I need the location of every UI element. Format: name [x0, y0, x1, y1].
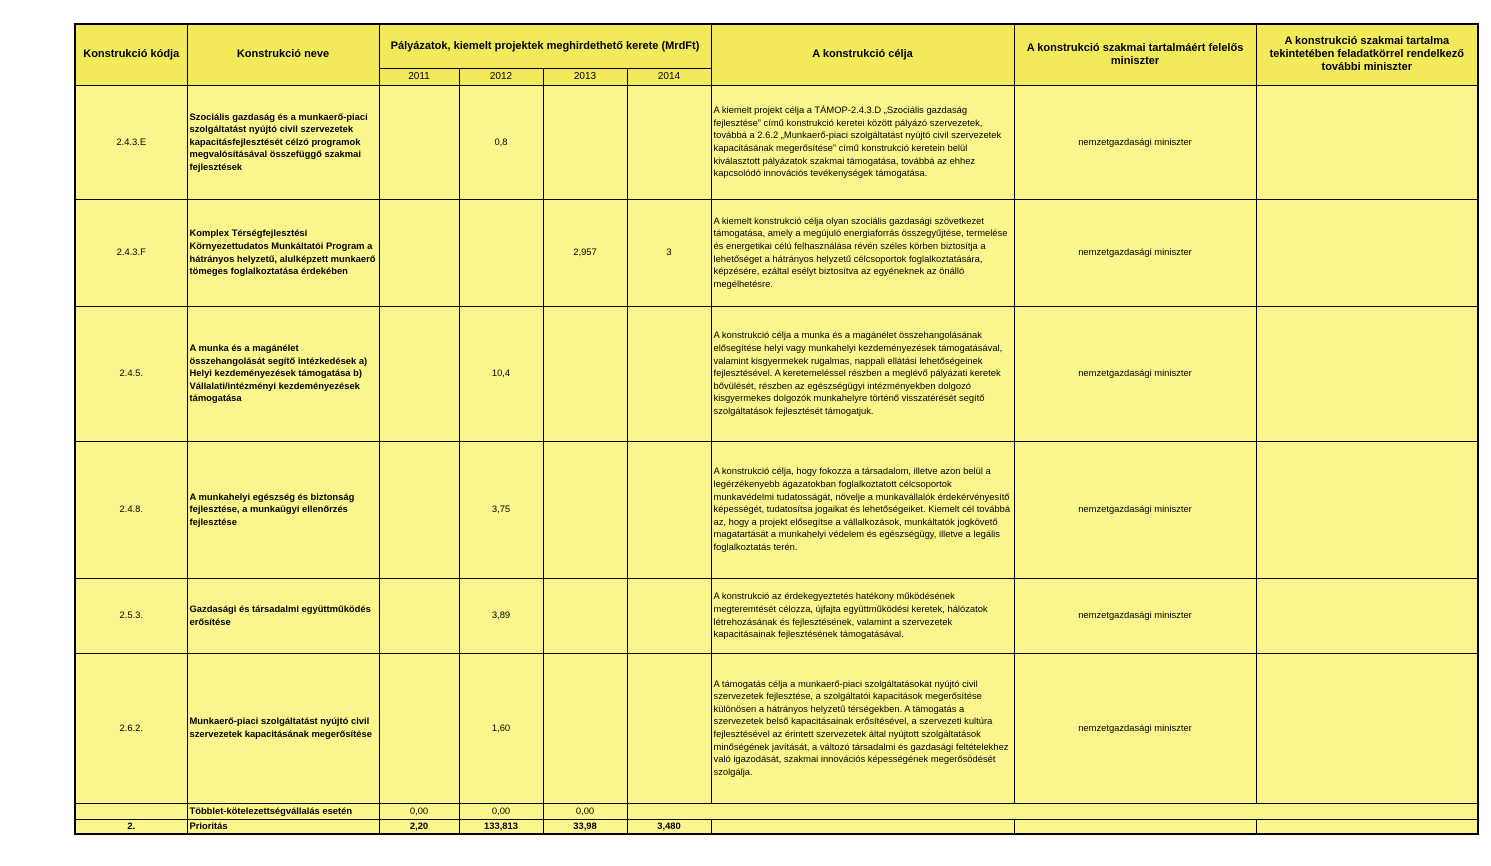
row-2012: 10,4	[459, 306, 543, 441]
row-minister: nemzetgazdasági miniszter	[1014, 199, 1256, 306]
table-row	[75, 653, 1478, 803]
row-goal: A konstrukció célja a munka és a magánélet összehangolásának elősegítése helyi vagy munkahelyi kezdeményezések támogatásával, valamint kisgyermekek rugalmas, nappali ellátási lehetőségeinek fejlesztésével. A keretemeléssel részben a meglévő pályázati keretek bővülését, részben az egészségügyi intézményekben dolgozó kisgyermekes dolgozók munkahelyre történő visszatérését segítő szolgáltatások fejlesztését támogatjuk.	[711, 306, 1014, 441]
row-goal: A konstrukció az érdekegyeztetés hatékony működésének megteremtését célozza, újfajta együttműködési keretek, hálózatok létrehozásának és fejlesztésének, valamint a szervezetek kapacitásainak fejlesztésének támogatásával.	[711, 578, 1014, 653]
extra-label: Többlet-kötelezettségvállalás esetén	[187, 803, 379, 819]
row-goal: A konstrukció célja, hogy fokozza a társadalom, illetve azon belül a legérzékenyebb ágazatokban foglalkoztatott célcsoportok munkavédelmi tudatosságát, növelje a munkavállalók érdekérvényesítő képességét, tudatosítsa jogaikat és lehetőségeiket. Kiemelt cél továbbá az, hogy a projekt elősegítse a vállalkozások, munkáltatók jogkövető magatartását a munkahelyi védelem és egészségügy, illetve a legális foglalkoztatás terén.	[711, 441, 1014, 578]
header-name: Konstrukció neve	[187, 24, 379, 85]
row-name: A munka és a magánélet összehangolását segítő intézkedések a) Helyi kezdeményezések támogatása b) Vállalati/intézményi kezdeményezések támogatása	[187, 306, 379, 441]
header-year-2012: 2012	[459, 68, 543, 85]
extra-commitment-row	[75, 803, 1478, 819]
header-year-2013: 2013	[543, 68, 627, 85]
extra-code	[75, 803, 187, 819]
header-code: Konstrukció kódja	[75, 24, 187, 85]
row-2011	[379, 85, 459, 199]
header-year-2011: 2011	[379, 68, 459, 85]
row-minister: nemzetgazdasági miniszter	[1014, 441, 1256, 578]
row-minister: nemzetgazdasági miniszter	[1014, 306, 1256, 441]
row-name: Munkaerő-piaci szolgáltatást nyújtó civil szervezetek kapacitásának megerősítése	[187, 653, 379, 803]
row-2014: 3	[627, 199, 711, 306]
row-code: 2.4.5.	[75, 306, 187, 441]
row-2013	[543, 653, 627, 803]
row-2011	[379, 306, 459, 441]
row-name: Gazdasági és társadalmi együttműködés erősítése	[187, 578, 379, 653]
row-2013	[543, 306, 627, 441]
header-year-2014: 2014	[627, 68, 711, 85]
extra-rest	[627, 803, 1478, 819]
header-minister: A konstrukció szakmai tartalmáért felelős miniszter	[1014, 24, 1256, 85]
row-2013	[543, 578, 627, 653]
table-row	[75, 306, 1478, 441]
extra-2012: 0,00	[459, 803, 543, 819]
extra-2011: 0,00	[379, 803, 459, 819]
table-row	[75, 578, 1478, 653]
row-2011	[379, 578, 459, 653]
row-2012	[459, 199, 543, 306]
row-2011	[379, 199, 459, 306]
total-code: 2.	[75, 819, 187, 834]
row-minister: nemzetgazdasági miniszter	[1014, 578, 1256, 653]
row-2011	[379, 441, 459, 578]
row-2012: 0,8	[459, 85, 543, 199]
row-goal: A kiemelt konstrukció célja olyan szociális gazdasági szövetkezet támogatása, amely a megújuló energiaforrás összegyűjtése, termelése és energetikai célú felhasználása révén széles körben biztosítja a lehetőséget a hátrányos helyzetű célcsoportok foglalkoztatására, képzésére, ezáltal esélyt biztosítva az egyéneknek az önálló megélhetésre.	[711, 199, 1014, 306]
table-row	[75, 85, 1478, 199]
header-budget: Pályázatok, kiemelt projektek meghirdethető kerete (MrdFt)	[379, 24, 711, 68]
row-2014	[627, 653, 711, 803]
extra-2013: 0,00	[543, 803, 627, 819]
row-code: 2.5.3.	[75, 578, 187, 653]
total-2012: 133,813	[459, 819, 543, 834]
total-minister	[1014, 819, 1256, 834]
row-name: Komplex Térségfejlesztési Környezettudatos Munkáltatói Program a hátrányos helyzetű, alulképzett munkaerő tömeges foglalkoztatása érdekében	[187, 199, 379, 306]
row-other-minister	[1256, 441, 1478, 578]
row-2014	[627, 85, 711, 199]
row-goal: A támogatás célja a munkaerő-piaci szolgáltatásokat nyújtó civil szervezetek fejlesztése, a szolgáltatói kapacitások megerősítése különösen a hátrányos helyzetű térségekben. A támogatás a szervezetek belső kapacitásainak erősítésével, a szervezeti kultúra fejlesztésével az érintett szervezetek által nyújtott szolgáltatások minőségének javítását, a változó társadalmi és gazdasági feltételekhez való igazodását, szakmai innovációs képességének megerősödését szolgálja.	[711, 653, 1014, 803]
row-other-minister	[1256, 199, 1478, 306]
row-other-minister	[1256, 85, 1478, 199]
row-2013	[543, 441, 627, 578]
row-2011	[379, 653, 459, 803]
header-other-minister: A konstrukció szakmai tartalma tekintetében feladatkörrel rendelkező további miniszter	[1256, 24, 1478, 85]
row-other-minister	[1256, 653, 1478, 803]
priority-total-row	[75, 819, 1478, 834]
row-code: 2.4.3.F	[75, 199, 187, 306]
construction-table	[74, 23, 1479, 835]
total-other-minister	[1256, 819, 1478, 834]
row-2012: 1,60	[459, 653, 543, 803]
row-2012: 3,89	[459, 578, 543, 653]
row-name: Szociális gazdaság és a munkaerő-piaci szolgáltatást nyújtó civil szervezetek kapacitásfejlesztését célzó programok megvalósításával összefüggő szakmai fejlesztések	[187, 85, 379, 199]
row-2014	[627, 441, 711, 578]
row-2013	[543, 85, 627, 199]
row-goal: A kiemelt projekt célja a TÁMOP-2.4.3.D „Szociális gazdaság fejlesztése” című konstrukció keretei között pályázó szervezetek, továbbá a 2.6.2 „Munkaerő-piaci szolgáltatást nyújtó civil szervezetek kapacitásának megerősítése” című konstrukció keretein belül kiválasztott pályázatok szakmai támogatása, továbbá az ehhez kapcsolódó innovációs tevékenységek támogatása.	[711, 85, 1014, 199]
row-2014	[627, 306, 711, 441]
total-2014: 3,480	[627, 819, 711, 834]
row-other-minister	[1256, 578, 1478, 653]
row-code: 2.4.8.	[75, 441, 187, 578]
table-row	[75, 441, 1478, 578]
total-2011: 2,20	[379, 819, 459, 834]
row-2013: 2,957	[543, 199, 627, 306]
row-code: 2.4.3.E	[75, 85, 187, 199]
total-label: Prioritás	[187, 819, 379, 834]
row-minister: nemzetgazdasági miniszter	[1014, 85, 1256, 199]
row-code: 2.6.2.	[75, 653, 187, 803]
header-goal: A konstrukció célja	[711, 24, 1014, 85]
row-2012: 3,75	[459, 441, 543, 578]
row-other-minister	[1256, 306, 1478, 441]
row-minister: nemzetgazdasági miniszter	[1014, 653, 1256, 803]
total-2013: 33,98	[543, 819, 627, 834]
total-goal	[711, 819, 1014, 834]
row-2014	[627, 578, 711, 653]
row-name: A munkahelyi egészség és biztonság fejlesztése, a munkaügyi ellenőrzés fejlesztése	[187, 441, 379, 578]
table-row	[75, 199, 1478, 306]
